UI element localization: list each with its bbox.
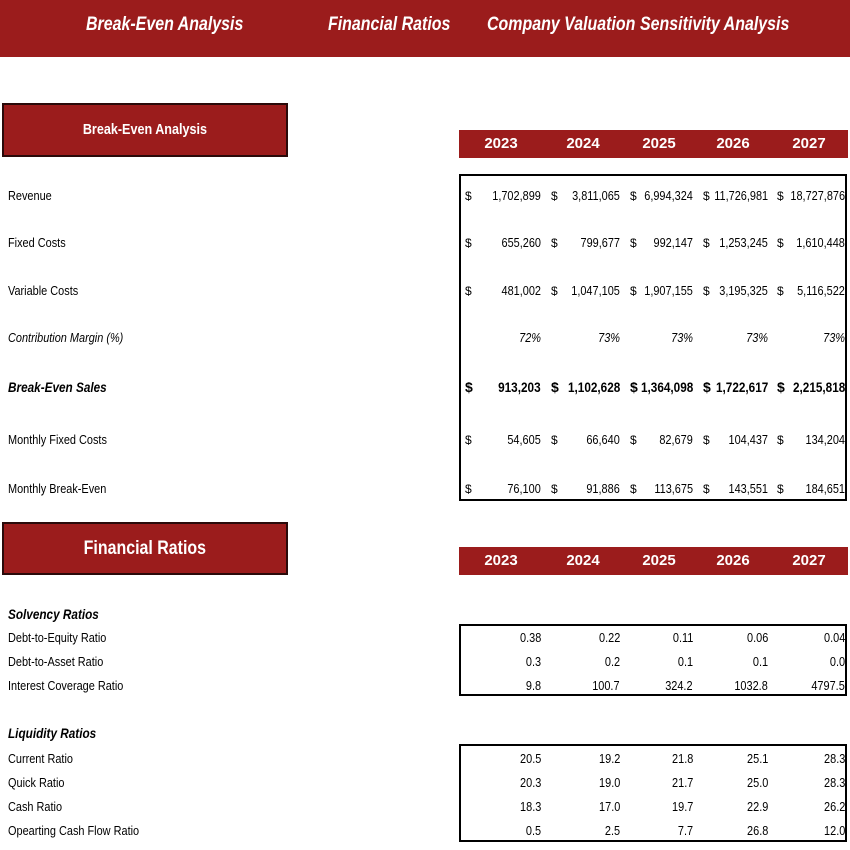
- table-cell: 1,047,105: [571, 283, 620, 298]
- table-cell: 113,675: [654, 481, 693, 496]
- table-cell: 2,215,818: [792, 379, 845, 395]
- table-cell: 76,100: [507, 481, 541, 496]
- currency-symbol: $: [465, 189, 472, 203]
- year-header-cell: 2025: [642, 552, 676, 569]
- currency-symbol: $: [465, 284, 472, 298]
- currency-symbol: $: [777, 284, 784, 298]
- year-header-cell: 2026: [716, 135, 750, 152]
- currency-symbol: $: [551, 236, 558, 250]
- row-label-quick-ratio: Quick Ratio: [8, 775, 65, 790]
- currency-symbol: $: [703, 236, 710, 250]
- year-header-cell: 2024: [566, 135, 600, 152]
- table-cell: 0.22: [598, 630, 620, 645]
- year-header-cell: 2024: [566, 552, 600, 569]
- row-label-cash-ratio: Cash Ratio: [8, 799, 63, 814]
- currency-symbol: $: [465, 433, 472, 447]
- currency-symbol: $: [551, 189, 558, 203]
- currency-symbol: $: [630, 482, 637, 496]
- table-cell: 1,907,155: [644, 283, 693, 298]
- table-cell: 20.3: [519, 775, 541, 790]
- currency-symbol: $: [777, 482, 784, 496]
- table-cell: 9.8: [525, 678, 541, 693]
- table-cell: 19.2: [598, 751, 620, 766]
- currency-symbol: $: [551, 433, 558, 447]
- table-cell: 0.04: [823, 630, 845, 645]
- table-cell: 91,886: [586, 481, 620, 496]
- table-cell: 0.2: [604, 654, 620, 669]
- row-label-monthly-fixed-costs: Monthly Fixed Costs: [8, 432, 107, 447]
- table-cell: 73%: [671, 330, 693, 345]
- table-cell: 1,722,617: [715, 379, 768, 395]
- table-cell: 25.0: [746, 775, 768, 790]
- ratios-year-header: [459, 547, 848, 575]
- table-cell: 143,551: [728, 481, 768, 496]
- table-cell: 1,702,899: [492, 188, 541, 203]
- nav-company-valuation-label: Company Valuation: [487, 14, 636, 35]
- currency-symbol: $: [551, 379, 559, 395]
- table-cell: 25.1: [746, 751, 768, 766]
- nav-break-even-label: Break-Even Analysis: [86, 14, 244, 35]
- table-cell: 655,260: [501, 235, 541, 250]
- table-cell: 73%: [598, 330, 620, 345]
- table-cell: 21.8: [671, 751, 693, 766]
- top-nav-bar: [0, 0, 850, 57]
- table-cell: 913,203: [498, 379, 541, 395]
- nav-financial-ratios[interactable]: [328, 0, 474, 50]
- financial-ratios-section-title: Financial Ratios: [83, 538, 207, 559]
- row-label-debt-to-asset: Debt-to-Asset Ratio: [8, 654, 104, 669]
- currency-symbol: $: [703, 189, 710, 203]
- table-cell: 17.0: [598, 799, 620, 814]
- table-cell: 21.7: [671, 775, 693, 790]
- table-cell: 12.0: [823, 823, 845, 838]
- financial-ratios-section-button[interactable]: [2, 522, 288, 575]
- table-cell: 324.2: [665, 678, 693, 693]
- table-cell: 26.8: [746, 823, 768, 838]
- table-cell: 100.7: [592, 678, 620, 693]
- table-cell: 5,116,522: [797, 283, 845, 298]
- currency-symbol: $: [777, 433, 784, 447]
- table-cell: 0.11: [672, 630, 693, 645]
- row-label-fixed-costs: Fixed Costs: [8, 235, 66, 250]
- table-cell: 0.38: [519, 630, 541, 645]
- table-cell: 2.5: [604, 823, 620, 838]
- currency-symbol: $: [465, 379, 473, 395]
- table-cell: 11,726,981: [714, 188, 768, 203]
- currency-symbol: $: [630, 433, 637, 447]
- table-cell: 184,651: [805, 481, 845, 496]
- row-label-operating-cash-flow-ratio: Opearting Cash Flow Ratio: [8, 823, 140, 838]
- table-cell: 799,677: [580, 235, 620, 250]
- table-cell: 0.1: [677, 654, 693, 669]
- table-cell: 19.7: [671, 799, 693, 814]
- year-header-cell: 2025: [642, 135, 676, 152]
- table-cell: 4797.5: [811, 678, 845, 693]
- table-cell: 0.1: [752, 654, 768, 669]
- table-cell: 3,811,065: [572, 188, 620, 203]
- row-label-contribution-margin: Contribution Margin (%): [8, 330, 124, 345]
- table-cell: 66,640: [586, 432, 620, 447]
- table-cell: 18.3: [519, 799, 541, 814]
- year-header-cell: 2027: [792, 552, 826, 569]
- table-cell: 26.2: [823, 799, 845, 814]
- currency-symbol: $: [630, 284, 637, 298]
- nav-company-valuation[interactable]: [487, 0, 664, 50]
- table-cell: 28.3: [823, 775, 845, 790]
- row-label-debt-to-equity: Debt-to-Equity Ratio: [8, 630, 107, 645]
- nav-sensitivity-analysis[interactable]: [640, 0, 818, 50]
- year-header-cell: 2023: [484, 552, 518, 569]
- table-cell: 0.3: [525, 654, 541, 669]
- year-header-cell: 2023: [484, 135, 518, 152]
- table-cell: 20.5: [519, 751, 541, 766]
- table-cell: 28.3: [823, 751, 845, 766]
- table-cell: 72%: [519, 330, 541, 345]
- row-label-monthly-break-even: Monthly Break-Even: [8, 481, 107, 496]
- currency-symbol: $: [465, 482, 472, 496]
- currency-symbol: $: [777, 189, 784, 203]
- table-cell: 992,147: [653, 235, 693, 250]
- table-cell: 73%: [823, 330, 845, 345]
- year-header-cell: 2026: [716, 552, 750, 569]
- table-cell: 6,994,324: [644, 188, 693, 203]
- table-cell: 1032.8: [734, 678, 768, 693]
- liquidity-ratios-heading: Liquidity Ratios: [8, 725, 97, 741]
- table-cell: 19.0: [598, 775, 620, 790]
- nav-financial-ratios-label: Financial Ratios: [328, 14, 451, 35]
- table-cell: 481,002: [501, 283, 541, 298]
- table-cell: 134,204: [805, 432, 845, 447]
- currency-symbol: $: [703, 482, 710, 496]
- row-label-break-even-sales: Break-Even Sales: [8, 379, 107, 395]
- table-cell: 1,102,628: [567, 379, 620, 395]
- row-label-revenue: Revenue: [8, 188, 52, 203]
- break-even-section-title: Break-Even Analysis: [82, 121, 208, 138]
- table-cell: 73%: [746, 330, 768, 345]
- currency-symbol: $: [703, 433, 710, 447]
- currency-symbol: $: [777, 236, 784, 250]
- table-cell: 104,437: [728, 432, 768, 447]
- currency-symbol: $: [551, 284, 558, 298]
- currency-symbol: $: [630, 379, 638, 395]
- row-label-variable-costs: Variable Costs: [8, 283, 79, 298]
- nav-break-even-analysis[interactable]: [86, 0, 273, 50]
- row-label-interest-coverage: Interest Coverage Ratio: [8, 678, 124, 693]
- nav-sensitivity-analysis-label: Sensitivity Analysis: [640, 14, 790, 35]
- table-cell: 1,364,098: [640, 379, 693, 395]
- break-even-section-button[interactable]: [2, 103, 288, 157]
- currency-symbol: $: [777, 379, 785, 395]
- currency-symbol: $: [703, 379, 711, 395]
- table-cell: 1,610,448: [796, 235, 845, 250]
- currency-symbol: $: [551, 482, 558, 496]
- table-cell: 7.7: [677, 823, 693, 838]
- table-cell: 0.5: [525, 823, 541, 838]
- table-cell: 18,727,876: [790, 188, 845, 203]
- table-cell: 1,253,245: [719, 235, 768, 250]
- table-cell: 0.06: [746, 630, 768, 645]
- currency-symbol: $: [465, 236, 472, 250]
- year-header-cell: 2027: [792, 135, 826, 152]
- currency-symbol: $: [703, 284, 710, 298]
- solvency-ratios-heading: Solvency Ratios: [8, 606, 99, 622]
- currency-symbol: $: [630, 236, 637, 250]
- table-cell: 3,195,325: [719, 283, 768, 298]
- table-cell: 54,605: [507, 432, 541, 447]
- table-cell: 22.9: [746, 799, 768, 814]
- row-label-current-ratio: Current Ratio: [8, 751, 73, 766]
- break-even-year-header: [459, 130, 848, 158]
- table-cell: 82,679: [659, 432, 693, 447]
- currency-symbol: $: [630, 189, 637, 203]
- table-cell: 0.0: [829, 654, 845, 669]
